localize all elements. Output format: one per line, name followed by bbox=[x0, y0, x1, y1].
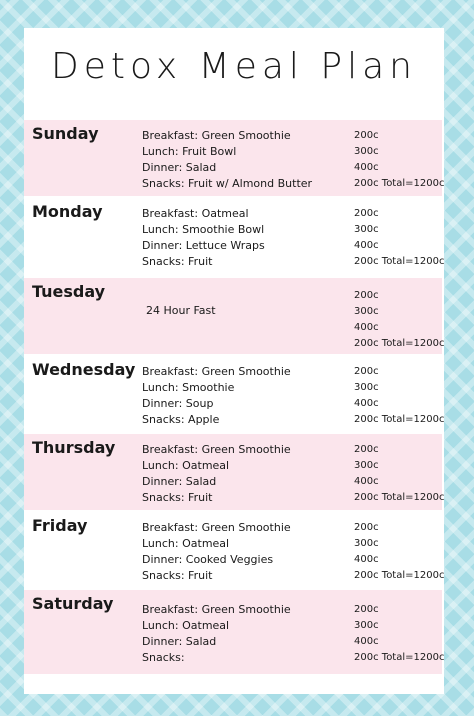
day-row-sunday bbox=[24, 120, 445, 196]
page-title: Detox Meal Plan bbox=[51, 46, 417, 87]
day-row-tuesday bbox=[24, 278, 445, 354]
calories-total: Total=1200c bbox=[381, 414, 445, 425]
meal-dinner: Dinner: Salad bbox=[142, 475, 217, 488]
calories-lunch: 300c bbox=[354, 460, 379, 471]
meal-list bbox=[142, 206, 265, 270]
meal-list bbox=[142, 442, 291, 506]
calorie-list bbox=[354, 206, 444, 270]
day-row-friday bbox=[24, 512, 445, 588]
calories-lunch: 300c bbox=[354, 620, 379, 631]
calorie-list bbox=[354, 128, 444, 192]
calories-dinner: 400c bbox=[354, 162, 379, 173]
calories-total: Total=1200c bbox=[381, 570, 445, 581]
day-row-wednesday bbox=[24, 356, 445, 432]
calories-snacks-total bbox=[354, 176, 444, 192]
meal-dinner: Dinner: Salad bbox=[142, 161, 217, 174]
calories-total: Total=1200c bbox=[381, 652, 445, 663]
meal-breakfast: Breakfast: Green Smoothie bbox=[142, 129, 291, 142]
meal-breakfast: Breakfast: Green Smoothie bbox=[142, 365, 291, 378]
calories-breakfast: 200c bbox=[354, 290, 379, 301]
calories-total: Total=1200c bbox=[381, 178, 445, 189]
calories-snacks: 200c bbox=[354, 492, 379, 503]
calorie-list bbox=[354, 442, 444, 506]
meal-list bbox=[142, 520, 291, 584]
calories-breakfast: 200c bbox=[354, 444, 379, 455]
day-name: Friday bbox=[32, 516, 88, 535]
calories-snacks-total bbox=[354, 412, 444, 428]
calorie-list bbox=[354, 364, 444, 428]
meal-breakfast: Breakfast: Green Smoothie bbox=[142, 603, 291, 616]
meal-list bbox=[142, 128, 312, 192]
calories-lunch: 300c bbox=[354, 146, 379, 157]
day-name: Monday bbox=[32, 202, 103, 221]
calories-breakfast: 200c bbox=[354, 366, 379, 377]
calories-snacks-total bbox=[354, 650, 444, 666]
calories-total: Total=1200c bbox=[381, 256, 445, 267]
meal-snacks: Snacks: Fruit bbox=[142, 569, 213, 582]
calories-dinner: 400c bbox=[354, 398, 379, 409]
meal-plan-card bbox=[24, 28, 444, 694]
meal-list bbox=[142, 602, 291, 666]
calories-lunch: 300c bbox=[354, 538, 379, 549]
calories-dinner: 400c bbox=[354, 476, 379, 487]
meal-lunch: Lunch: Fruit Bowl bbox=[142, 145, 237, 158]
calories-snacks: 200c bbox=[354, 570, 379, 581]
calories-dinner: 400c bbox=[354, 636, 379, 647]
meal-snacks: Snacks: Fruit bbox=[142, 491, 213, 504]
calories-breakfast: 200c bbox=[354, 208, 379, 219]
calories-total: Total=1200c bbox=[381, 492, 445, 503]
calories-breakfast: 200c bbox=[354, 522, 379, 533]
meal-breakfast: Breakfast: Oatmeal bbox=[142, 207, 249, 220]
day-name: Saturday bbox=[32, 594, 114, 613]
calories-snacks: 200c bbox=[354, 414, 379, 425]
calories-snacks: 200c bbox=[354, 256, 379, 267]
calories-lunch: 300c bbox=[354, 224, 379, 235]
calories-snacks: 200c bbox=[354, 178, 379, 189]
calories-snacks-total bbox=[354, 254, 444, 270]
calorie-list bbox=[354, 520, 444, 584]
calories-lunch: 300c bbox=[354, 306, 379, 317]
meal-breakfast: Breakfast: Green Smoothie bbox=[142, 443, 291, 456]
meal-lunch: Lunch: Oatmeal bbox=[142, 537, 230, 550]
day-row-monday bbox=[24, 198, 445, 274]
meal-breakfast: Breakfast: Green Smoothie bbox=[142, 521, 291, 534]
calories-lunch: 300c bbox=[354, 382, 379, 393]
meal-lunch: Lunch: Oatmeal bbox=[142, 459, 230, 472]
meal-snacks: Snacks: bbox=[142, 651, 185, 664]
calories-dinner: 400c bbox=[354, 240, 379, 251]
meal-lunch: Lunch: Oatmeal bbox=[142, 619, 230, 632]
meal-dinner: Dinner: Cooked Veggies bbox=[142, 553, 274, 566]
day-name: Wednesday bbox=[32, 360, 136, 379]
calories-snacks: 200c bbox=[354, 652, 379, 663]
fast-label: 24 Hour Fast bbox=[146, 304, 216, 317]
calories-breakfast: 200c bbox=[354, 130, 379, 141]
meal-dinner: Dinner: Salad bbox=[142, 635, 217, 648]
calories-snacks: 200c bbox=[354, 338, 379, 349]
day-name: Tuesday bbox=[32, 282, 106, 301]
calories-dinner: 400c bbox=[354, 554, 379, 565]
meal-lunch: Lunch: Smoothie bbox=[142, 381, 235, 394]
meal-dinner: Dinner: Soup bbox=[142, 397, 214, 410]
meal-snacks: Snacks: Apple bbox=[142, 413, 220, 426]
calorie-list bbox=[354, 602, 444, 666]
meal-snacks: Snacks: Fruit w/ Almond Butter bbox=[142, 177, 313, 190]
meal-list bbox=[142, 364, 291, 428]
calories-snacks-total bbox=[354, 490, 444, 506]
calories-breakfast: 200c bbox=[354, 604, 379, 615]
calories-total: Total=1200c bbox=[381, 338, 445, 349]
calories-snacks-total bbox=[354, 568, 444, 584]
day-name: Sunday bbox=[32, 124, 99, 143]
day-name: Thursday bbox=[32, 438, 116, 457]
calorie-list bbox=[354, 288, 444, 352]
meal-dinner: Dinner: Lettuce Wraps bbox=[142, 239, 265, 252]
day-row-thursday bbox=[24, 434, 445, 510]
day-row-saturday bbox=[24, 590, 445, 674]
calories-snacks-total bbox=[354, 336, 444, 352]
calories-dinner: 400c bbox=[354, 322, 379, 333]
meal-snacks: Snacks: Fruit bbox=[142, 255, 213, 268]
meal-lunch: Lunch: Smoothie Bowl bbox=[142, 223, 265, 236]
